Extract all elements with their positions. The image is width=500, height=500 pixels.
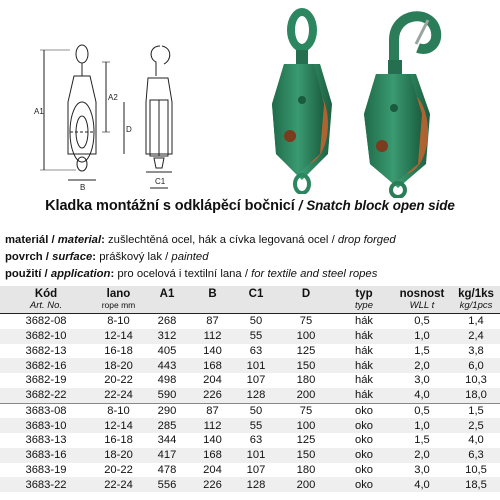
table-cell: 18-20 (92, 448, 145, 463)
column-header: Kód (0, 286, 92, 300)
table-cell: 112 (189, 329, 236, 344)
table-cell: 55 (236, 329, 276, 344)
table-cell: 3682-16 (0, 358, 92, 373)
table-row (0, 418, 500, 433)
table-row (0, 358, 500, 373)
property-value-en: for textile and steel ropes (251, 268, 378, 280)
table-cell: 0,5 (414, 404, 430, 417)
column-subheader: WLL t (392, 300, 452, 314)
table-cell: 556 (145, 477, 189, 492)
table-cell: 3682-10 (0, 329, 92, 344)
table-cell: 590 (145, 388, 189, 403)
table-cell: 4,0 (468, 434, 484, 447)
property-value-en: painted (171, 251, 209, 263)
table-cell: 50 (249, 315, 263, 328)
table-cell: 0,5 (414, 315, 430, 328)
table-cell: 3,0 (414, 463, 430, 476)
table-cell: 107 (246, 374, 266, 387)
table-cell: 55 (236, 418, 276, 433)
table-cell: 18,5 (452, 477, 500, 492)
product-images (0, 0, 500, 196)
table-cell: 1,0 (392, 329, 452, 344)
table-cell: 498 (157, 374, 177, 387)
property-label-en: application (50, 268, 111, 280)
column-subheader (189, 300, 236, 314)
table-cell: 1,0 (392, 418, 452, 433)
table-row (0, 477, 500, 492)
title-separator: / (298, 198, 303, 213)
table-cell: 63 (249, 434, 263, 447)
table-cell: 87 (206, 315, 219, 328)
table-cell: hák (354, 344, 374, 357)
table-cell: 226 (189, 477, 236, 492)
table-cell: 101 (236, 358, 276, 373)
column-subheader (276, 300, 336, 314)
page-title (0, 198, 500, 214)
spec-table-body (0, 314, 500, 493)
spec-table (0, 286, 500, 492)
column-header: kg/1ks (452, 286, 500, 300)
table-cell: 16-18 (104, 344, 133, 357)
table-cell: 405 (157, 344, 177, 357)
column-header: B (189, 286, 236, 300)
table-cell: 204 (203, 463, 222, 476)
table-cell: 1,4 (468, 315, 484, 328)
table-cell: oko (336, 448, 392, 463)
table-cell: 18-20 (92, 358, 145, 373)
table-cell: oko (336, 477, 392, 492)
table-cell: 101 (236, 448, 276, 463)
table-cell: 268 (157, 315, 177, 328)
dim-b: B (80, 183, 86, 192)
table-cell: 290 (157, 404, 177, 417)
table-cell: 16-18 (104, 434, 133, 447)
table-row (0, 403, 500, 418)
table-cell: 1,5 (414, 434, 430, 447)
table-cell: 100 (276, 329, 336, 344)
table-cell: 8-10 (107, 404, 130, 417)
property-row: použití / application: pro ocelová i textilní lana / for textile and steel ropes (5, 268, 378, 280)
table-cell: 75 (299, 404, 313, 417)
table-cell: 443 (145, 358, 189, 373)
table-cell: 226 (189, 388, 236, 403)
table-cell: 285 (145, 418, 189, 433)
table-row (0, 388, 500, 403)
column-header: nosnost (392, 286, 452, 300)
table-cell: 344 (157, 434, 177, 447)
table-cell: 12-14 (92, 418, 145, 433)
table-cell: 150 (276, 448, 336, 463)
table-cell: 2,4 (452, 329, 500, 344)
property-label-en: material (57, 234, 102, 246)
table-cell: 204 (203, 374, 222, 387)
table-cell: 3683-19 (25, 463, 67, 476)
table-cell: 128 (236, 477, 276, 492)
table-cell: 200 (276, 477, 336, 492)
table-cell: 6,3 (452, 448, 500, 463)
table-cell: 1,5 (468, 404, 484, 417)
property-label-cz: povrch (5, 251, 43, 263)
table-cell: 3683-22 (0, 477, 92, 492)
column-header: lano (92, 286, 145, 300)
dim-d: D (126, 125, 132, 134)
property-row: materiál / material: zušlechtěná ocel, hák a cívka legovaná ocel / drop forged (5, 234, 396, 246)
table-cell: 3,0 (414, 374, 430, 387)
table-cell: 478 (157, 463, 177, 476)
table-cell: 100 (276, 418, 336, 433)
table-cell: hák (336, 388, 392, 403)
properties-list (5, 232, 497, 283)
table-cell: 3683-10 (0, 418, 92, 433)
table-cell: 50 (249, 404, 263, 417)
table-cell: 125 (296, 344, 316, 357)
table-cell: 12-14 (92, 329, 145, 344)
column-subheader (236, 300, 276, 314)
column-header: A1 (145, 286, 189, 300)
table-cell: 87 (206, 404, 219, 417)
table-cell: 140 (203, 434, 222, 447)
table-cell: 4,0 (392, 477, 452, 492)
table-cell: 22-24 (92, 388, 145, 403)
title-cz: Kladka montážní s odklápěcí bočnicí (45, 198, 295, 214)
property-label-cz: použití (5, 268, 42, 280)
column-subheader: kg/1pcs (452, 300, 500, 314)
table-cell: oko (354, 463, 374, 476)
table-row (0, 433, 500, 448)
column-header: typ (336, 286, 392, 300)
property-value-cz: práškový lak (99, 251, 162, 263)
table-cell: 168 (189, 448, 236, 463)
table-cell: 3682-13 (25, 344, 67, 357)
table-cell: 18,0 (452, 388, 500, 403)
table-cell: 2,0 (392, 358, 452, 373)
table-cell: hák (336, 358, 392, 373)
column-subheader: type (336, 300, 392, 314)
table-cell: 150 (276, 358, 336, 373)
table-cell: 4,0 (392, 388, 452, 403)
table-cell: 128 (236, 388, 276, 403)
table-cell: 63 (249, 344, 263, 357)
title-en: Snatch block open side (306, 198, 455, 213)
table-row (0, 373, 500, 388)
table-cell: oko (354, 404, 374, 417)
table-cell: 180 (296, 374, 316, 387)
table-cell: 3683-08 (25, 404, 67, 417)
technical-drawing (10, 42, 200, 194)
table-cell: hák (336, 329, 392, 344)
table-row (0, 463, 500, 478)
spec-table-header (0, 286, 500, 314)
table-cell: hák (354, 374, 374, 387)
property-label-cz: materiál (5, 234, 49, 246)
table-row (0, 314, 500, 329)
column-subheader (145, 300, 189, 314)
table-cell: 200 (276, 388, 336, 403)
dim-c1: C1 (155, 177, 166, 186)
snatch-block-hook-photo (354, 4, 454, 198)
table-cell: oko (354, 434, 374, 447)
dim-a2: A2 (108, 93, 118, 102)
table-cell: 3683-16 (0, 448, 92, 463)
table-cell: 2,0 (392, 448, 452, 463)
table-cell: 417 (145, 448, 189, 463)
table-cell: hák (354, 315, 374, 328)
table-cell: 107 (246, 463, 266, 476)
property-row: povrch / surface: práškový lak / painted (5, 251, 209, 263)
table-cell: 3682-08 (25, 315, 67, 328)
column-header: D (276, 286, 336, 300)
table-cell: 6,0 (452, 358, 500, 373)
table-cell: 20-22 (104, 463, 133, 476)
column-subheader: Art. No. (0, 300, 92, 314)
table-cell: 75 (299, 315, 313, 328)
table-cell: 168 (189, 358, 236, 373)
table-cell: 1,5 (414, 344, 430, 357)
table-cell: 3682-22 (0, 388, 92, 403)
table-cell: 8-10 (107, 315, 130, 328)
column-header: C1 (236, 286, 276, 300)
table-cell: oko (336, 418, 392, 433)
table-cell: 180 (296, 463, 316, 476)
property-value-en: drop forged (337, 234, 396, 246)
snatch-block-eye-photo (262, 4, 344, 194)
table-cell: 3,8 (468, 344, 484, 357)
property-label-en: surface (52, 251, 93, 263)
dim-a1: A1 (34, 107, 44, 116)
table-cell: 3682-19 (25, 374, 67, 387)
property-value-cz: zušlechtěná ocel, hák a cívka legovaná ocel (108, 234, 329, 246)
table-cell: 10,3 (465, 374, 487, 387)
table-cell: 140 (203, 344, 222, 357)
column-subheader: rope mm (92, 300, 145, 314)
table-cell: 20-22 (104, 374, 133, 387)
table-cell: 22-24 (92, 477, 145, 492)
table-cell: 125 (296, 434, 316, 447)
table-cell: 10,5 (465, 463, 487, 476)
table-cell: 2,5 (452, 418, 500, 433)
table-row (0, 448, 500, 463)
property-value-cz: pro ocelová i textilní lana (117, 268, 242, 280)
table-row (0, 344, 500, 359)
table-cell: 3683-13 (25, 434, 67, 447)
table-cell: 112 (189, 418, 236, 433)
table-row (0, 329, 500, 344)
table-cell: 312 (145, 329, 189, 344)
